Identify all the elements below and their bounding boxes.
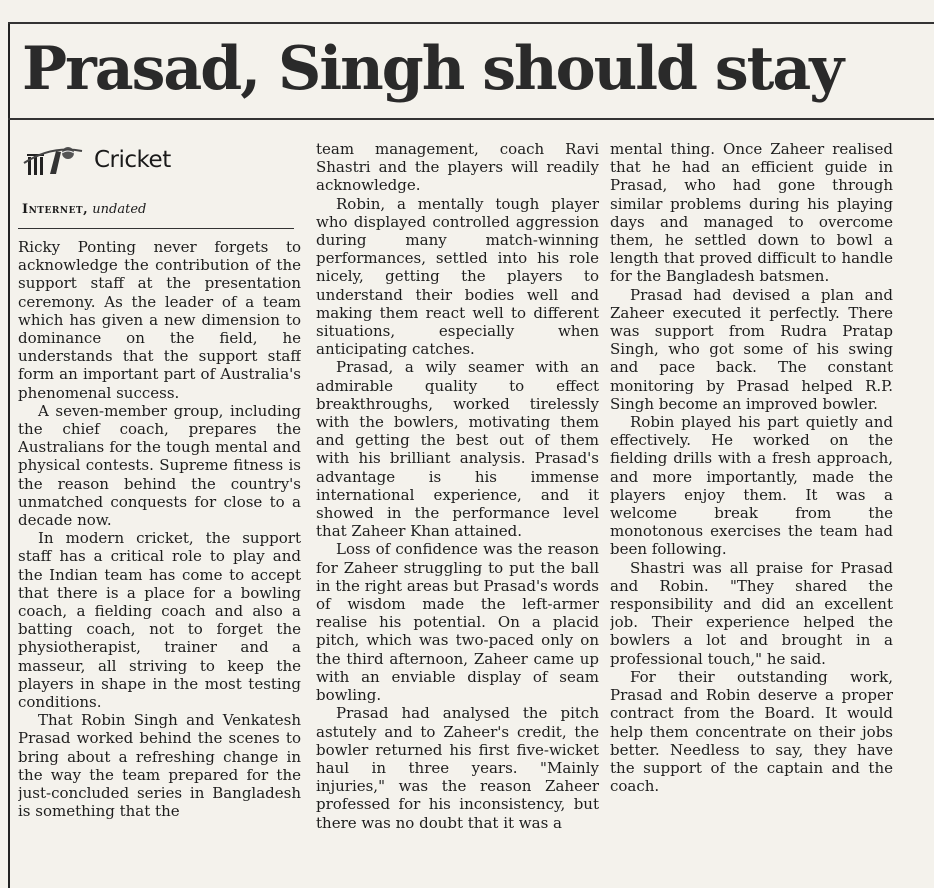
headline-rule: [8, 118, 934, 120]
paragraph: In modern cricket, the support staff has a critical role to play and the Indian team has come to accept that there is a place for a bowling coach, a fielding coach and also a batting coach, not to forget the physiotherapist, trainer and a masseur, all striving to keep the players in shape in the most testing conditions.: [18, 529, 301, 712]
paragraph: For their outstanding work, Prasad and Robin deserve a proper contract from the Board. It would help them concentrate on their jobs better. Needless to say, they have the support of the captain and the coach.: [610, 667, 893, 796]
paragraph: Prasad, a wily seamer with an admirable quality to effect breakthroughs, worked tirelessly with the bowlers, motivating them and getting the best out of them with his brilliant analysis. Prasad's advantage is his immense international experience, and it showed in the performance level that Zaheer Khan attained.: [316, 358, 599, 541]
headline: Prasad, Singh should stay: [22, 34, 843, 104]
paragraph: Prasad had analysed the pitch astutely and to Zaheer's credit, the bowler returned his first five-wicket haul in three years. "Mainly injuries," was the reason Zaheer professed for his inconsistency, but there was no doubt that it was a: [316, 704, 599, 832]
paragraph: That Robin Singh and Venkatesh Prasad worked behind the scenes to bring about a refreshing change in the way the team prepared for the just-concluded series in Bangladesh is something that the: [18, 711, 301, 821]
article-column-3: [610, 140, 893, 888]
paragraph: Robin, a mentally tough player who displayed controlled aggression during many match-winning performances, settled into his role nicely, getting the players to understand their bodies well and making them react well to different situations, especially when anticipating catches.: [316, 194, 599, 359]
dateline-rule: [18, 228, 294, 229]
paragraph: Robin played his part quietly and effectively. He worked on the fielding drills with a fresh approach, and more importantly, made the players enjoy them. It was a welcome break from the monotonous exercises the team had been following.: [610, 413, 893, 559]
dateline-when: undated: [92, 202, 147, 217]
article-column-1: [18, 238, 301, 888]
article-column-2: [316, 140, 599, 888]
paragraph: Loss of confidence was the reason for Zaheer struggling to put the ball in the right areas but Prasad's words of wisdom made the left-armer realise his potential. On a placid pitch, which was two-paced only on the third afternoon, Zaheer came up with an enviable display of seam bowling.: [316, 540, 599, 705]
paragraph: mental thing. Once Zaheer realised that he had an efficient guide in Prasad, who had gone through similar problems during his playing days and managed to overcome them, he settled down to bowl a length that proved difficult to handle for the Bangladesh batsmen.: [610, 140, 893, 286]
paragraph: Shastri was all praise for Prasad and Robin. "They shared the responsibility and did an excellent job. Their experience helped the bowlers a lot and brought in a professional touch," he said.: [610, 558, 893, 668]
dateline-place: Internet,: [22, 202, 89, 217]
section-header: [22, 140, 171, 180]
paragraph: Ricky Ponting never forgets to acknowledge the contribution of the support staff at the presentation ceremony. As the leader of a team which has given a new dimension to dominance on the field, he understands that the support staff form an important part of Australia's phenomenal success.: [18, 238, 301, 402]
column-divider: [8, 22, 10, 888]
paragraph: A seven-member group, including the chief coach, prepares the Australians for the tough mental and physical contests. Supreme fitness is the reason behind the country's unmatched conquests for close to a decade now.: [18, 401, 301, 530]
section-label: Cricket: [94, 147, 171, 173]
paragraph: Prasad had devised a plan and Zaheer executed it perfectly. There was support from Rudra Pratap Singh, who got some of his swing and pace back. The constant monitoring by Prasad helped R.P. Singh become an improved bowler.: [610, 285, 893, 413]
dateline: [22, 202, 146, 217]
cricket-logo-icon: [22, 143, 92, 177]
paragraph: team management, coach Ravi Shastri and the players will readily acknowledge.: [316, 140, 599, 195]
